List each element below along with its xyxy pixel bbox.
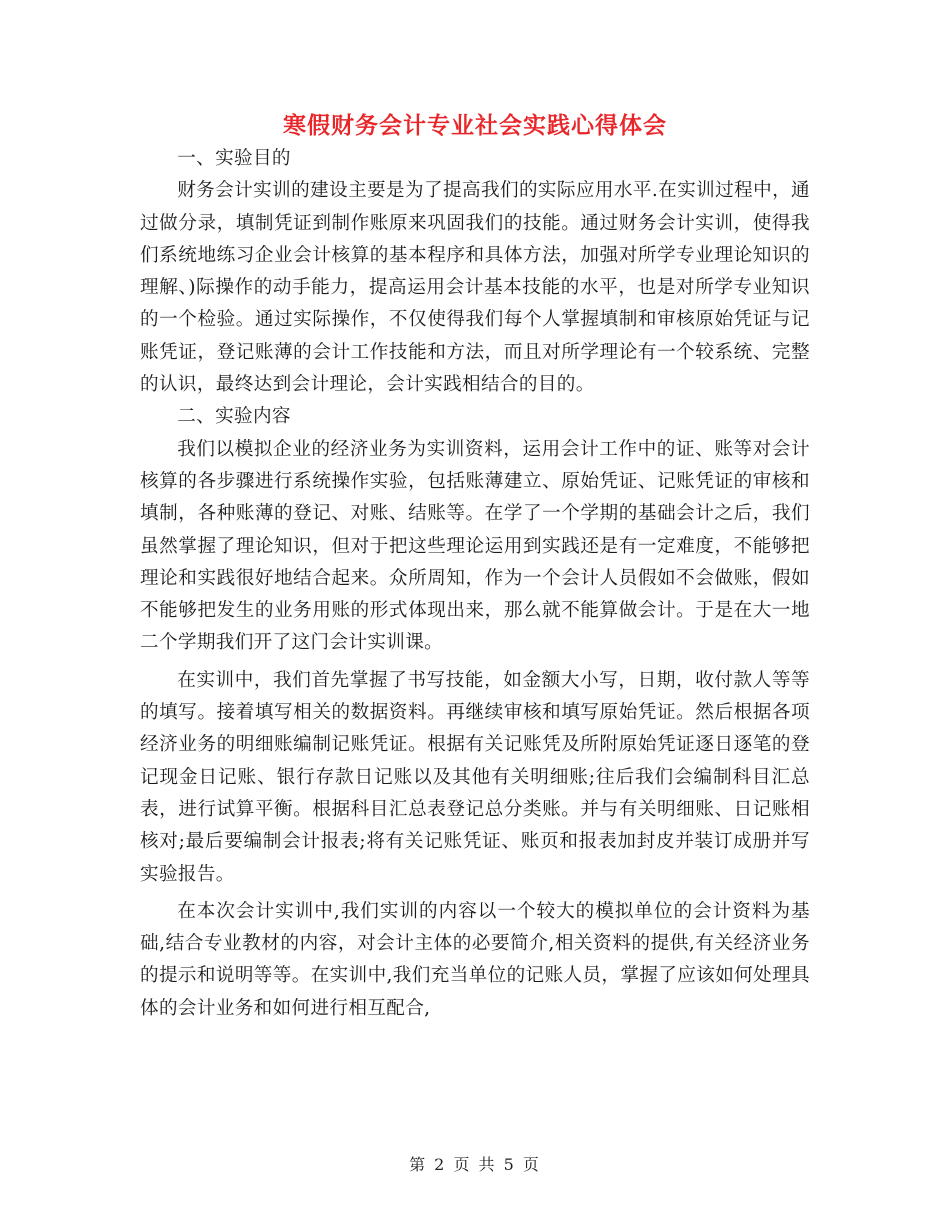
page-number-footer: 第 2 页 共 5 页 xyxy=(409,1155,541,1174)
paragraph-content-2: 在实训中，我们首先掌握了书写技能，如金额大小写，日期，收付款人等等的填写。接着填写相关的数据资料。再继续审核和填写原始凭证。然后根据各项经济业务的明细账编制记账凭证。根据有关记账凭及所附原始凭证逐日逐笔的登记现金日记账、银行存款日记账以及其他有关明细账;往后我们会编制科目汇总表，进行试算平衡。根据科目汇总表登记总分类账。并与有关明细账、日记账相核对;最后要编制会计报表;将有关记账凭证、账页和报表加封皮并装订成册并写实验报告。 xyxy=(140,669,810,885)
paragraph-content-1: 我们以模拟企业的经济业务为实训资料，运用会计工作中的证、账等对会计核算的各步骤进行系统操作实验，包括账薄建立、原始凭证、记账凭证的审核和填制，各种账薄的登记、对账、结账等。在学了一个学期的基础会计之后，我们虽然掌握了理论知识，但对于把这些理论运用到实践还是有一定难度，不能够把理论和实践很好地结合起来。众所周知，作为一个会计人员假如不会做账，假如不能够把发生的业务用账的形式体现出来，那么就不能算做会计。于是在大一地二个学期我们开了这门会计实训课。 xyxy=(140,438,810,654)
document-title: 寒假财务会计专业社会实践心得体会 xyxy=(283,112,667,139)
document-body xyxy=(140,143,810,1025)
section-heading-content: 二、实验内容 xyxy=(177,406,291,428)
paragraph-objective: 财务会计实训的建设主要是为了提高我们的实际应用水平.在实训过程中，通过做分录，填制凭证到制作账原来巩固我们的技能。通过财务会计实训，使得我们系统地练习企业会计核算的基本程序和具体方法，加强对所学专业理论知识的理解、)际操作的动手能力，提高运用会计基本技能的水平，也是对所学专业知识的一个检验。通过实际操作，不仅使得我们每个人掌握填制和审核原始凭证与记账凭证，登记账薄的会计工作技能和方法，而且对所学理论有一个较系统、完整的认识，最终达到会计理论，会计实践相结合的目的。 xyxy=(140,180,810,396)
paragraph-content-3: 在本次会计实训中,我们实训的内容以一个较大的模拟单位的会计资料为基础,结合专业教材的内容，对会计主体的必要简介,相关资料的提供,有关经济业务的提示和说明等等。在实训中,我们充当单位的记账人员，掌握了应该如何处理具体的会计业务和如何进行相互配合, xyxy=(140,900,810,1019)
section-heading-objective: 一、实验目的 xyxy=(177,148,291,169)
